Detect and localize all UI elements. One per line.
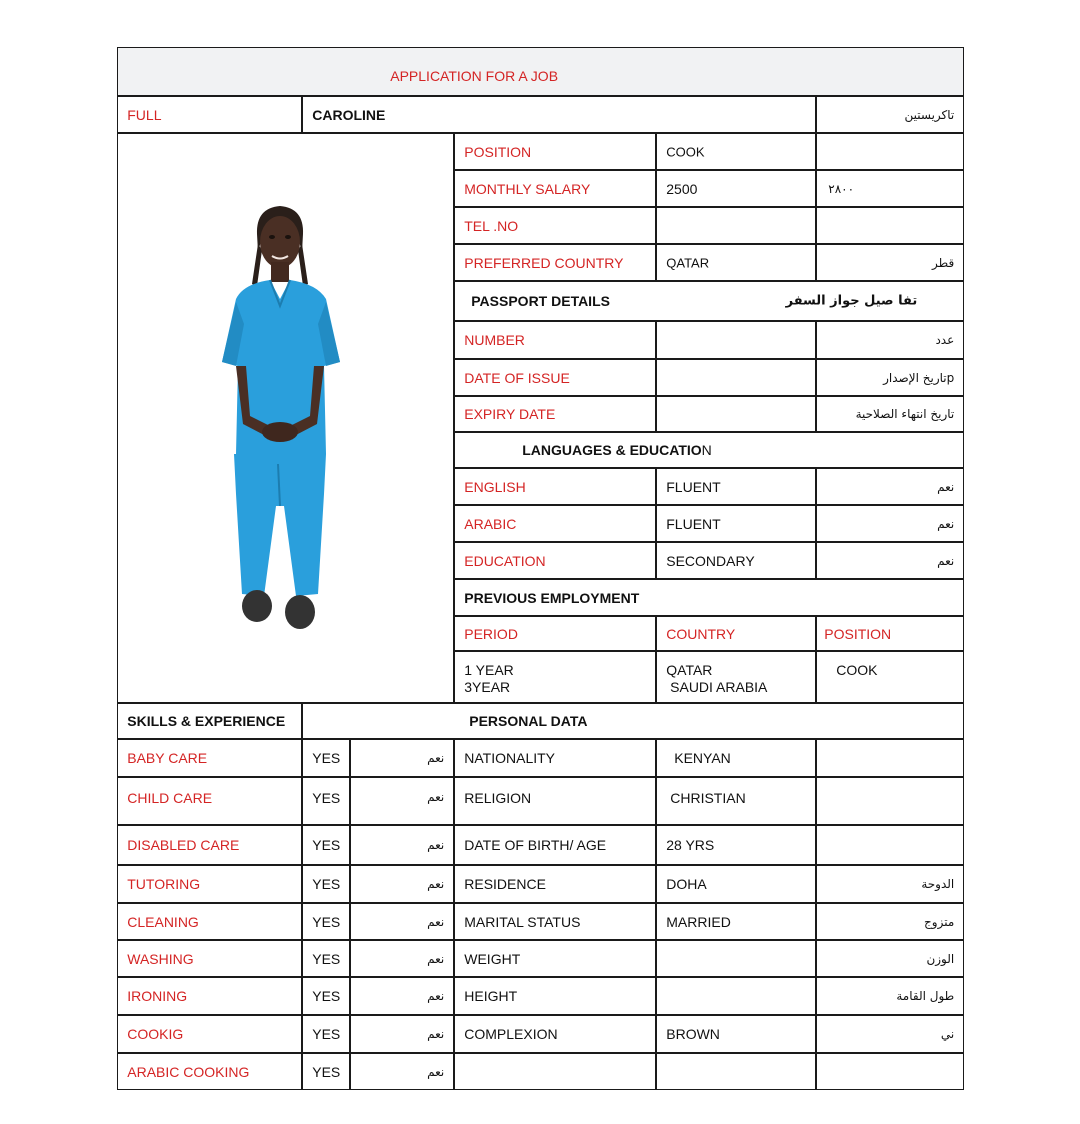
- lang-arabic-arabic: نعم: [937, 516, 955, 531]
- skill-arabic: نعم: [427, 877, 445, 892]
- issue-date-label: DATE OF ISSUE: [464, 369, 570, 386]
- skill-label-cell: [117, 865, 302, 903]
- personal-label-cell: [454, 1053, 656, 1090]
- skill-label-cell: [117, 825, 302, 865]
- personal-label: COMPLEXION: [464, 1026, 558, 1043]
- personal-arabic-cell: [816, 825, 964, 865]
- skill-label: WASHING: [127, 950, 194, 967]
- photo-cell: [117, 133, 454, 703]
- personal-heading: PERSONAL DATA: [469, 713, 588, 730]
- skill-value-cell: [302, 739, 350, 777]
- salary-arabic-cell: [816, 170, 964, 207]
- personal-arabic-cell: [816, 1053, 964, 1090]
- personal-arabic-cell: [816, 940, 964, 977]
- personal-label: DATE OF BIRTH/ AGE: [464, 837, 607, 854]
- personal-label-cell: [454, 1015, 656, 1053]
- employment-period-header-cell: [454, 616, 656, 651]
- job-application-form: [118, 48, 965, 1091]
- employment-position-cell: [816, 651, 964, 703]
- skill-label-cell: [117, 1015, 302, 1053]
- passport-heading: PASSPORT DETAILS: [471, 293, 610, 310]
- skill-label: ARABIC COOKING: [127, 1063, 250, 1080]
- lang-arabic-value-cell: [656, 505, 816, 542]
- personal-arabic-cell: [816, 865, 964, 903]
- passport-number-label: NUMBER: [464, 332, 525, 349]
- skill-label-cell: [117, 777, 302, 825]
- employment-period: 1 YEAR 3YEAR: [464, 662, 514, 696]
- skill-value-cell: [302, 865, 350, 903]
- personal-label-cell: [454, 940, 656, 977]
- personal-value: BROWN: [666, 1026, 720, 1043]
- personal-label: MARITAL STATUS: [464, 913, 581, 930]
- skill-arabic: نعم: [427, 838, 445, 853]
- employment-position-header-cell: [816, 616, 964, 651]
- skills-heading: SKILLS & EXPERIENCE: [127, 713, 286, 730]
- form-title: APPLICATION FOR A JOB: [390, 68, 559, 85]
- languages-heading-cell: [454, 432, 964, 468]
- country-value-cell: [656, 244, 816, 281]
- personal-arabic-cell: [816, 739, 964, 777]
- personal-value: CHRISTIAN: [670, 790, 746, 807]
- skill-arabic-cell: [350, 825, 454, 865]
- education-value: SECONDARY: [666, 552, 755, 569]
- tel-label: TEL .NO: [464, 217, 519, 234]
- skill-value-cell: [302, 903, 350, 940]
- personal-arabic: الدوحة: [921, 877, 955, 892]
- skill-label: BABY CARE: [127, 750, 208, 767]
- skill-arabic: نعم: [427, 1064, 445, 1079]
- skill-arabic: نعم: [427, 790, 445, 805]
- skill-arabic-cell: [350, 777, 454, 825]
- skill-arabic-cell: [350, 865, 454, 903]
- passport-number-arabic: عدد: [935, 333, 955, 348]
- salary-value-cell: [656, 170, 816, 207]
- skill-arabic-cell: [350, 1053, 454, 1090]
- personal-arabic: ني: [940, 1027, 955, 1042]
- expiry-date-value-cell: [656, 396, 816, 432]
- lang-english-arabic: نعم: [937, 479, 955, 494]
- country-label: PREFERRED COUNTRY: [464, 254, 624, 271]
- country-arabic: قطر: [932, 255, 955, 270]
- issue-date-arabic: pتاريخ الإصدار: [883, 370, 955, 385]
- personal-arabic-cell: [816, 977, 964, 1015]
- employment-country-header: COUNTRY: [666, 625, 736, 642]
- employment-heading: PREVIOUS EMPLOYMENT: [464, 589, 640, 606]
- skill-value: YES: [312, 913, 341, 930]
- passport-heading-arabic: تفا صيل جواز السفر: [785, 293, 918, 309]
- salary-arabic: ٢٨٠٠: [828, 181, 855, 196]
- passport-heading-cell: [454, 281, 964, 321]
- lang-arabic-label-cell: [454, 505, 656, 542]
- form-title-cell: [117, 47, 964, 96]
- languages-heading-bold: LANGUAGES & EDUCATIO: [522, 442, 702, 459]
- salary-label-cell: [454, 170, 656, 207]
- lang-arabic-label: ARABIC: [464, 515, 517, 532]
- personal-value-cell: [656, 1015, 816, 1053]
- full-name-label: FULL: [127, 106, 162, 123]
- country-label-cell: [454, 244, 656, 281]
- personal-arabic-cell: [816, 903, 964, 940]
- employment-position-header: POSITION: [824, 625, 892, 642]
- passport-number-arabic-cell: [816, 321, 964, 359]
- skill-value-cell: [302, 1053, 350, 1090]
- languages-heading-tail: N: [701, 442, 712, 459]
- full-name-value: CAROLINE: [312, 106, 386, 123]
- personal-value-cell: [656, 777, 816, 825]
- skill-value-cell: [302, 825, 350, 865]
- employment-period-cell: [454, 651, 656, 703]
- skill-label-cell: [117, 1053, 302, 1090]
- personal-arabic: الوزن: [926, 951, 955, 966]
- skill-arabic: نعم: [427, 914, 445, 929]
- position-arabic-cell: [816, 133, 964, 170]
- skill-label-cell: [117, 903, 302, 940]
- position-label-cell: [454, 133, 656, 170]
- skill-arabic: نعم: [427, 951, 445, 966]
- skills-heading-cell: [117, 703, 302, 739]
- skill-value: YES: [312, 837, 341, 854]
- skill-arabic: نعم: [427, 751, 445, 766]
- skill-value-cell: [302, 977, 350, 1015]
- personal-label-cell: [454, 903, 656, 940]
- issue-date-value-cell: [656, 359, 816, 396]
- personal-label: HEIGHT: [464, 988, 518, 1005]
- country-value: QATAR: [666, 255, 710, 271]
- personal-label: WEIGHT: [464, 950, 521, 967]
- education-label: EDUCATION: [464, 552, 546, 569]
- skill-label: CHILD CARE: [127, 790, 213, 807]
- issue-date-label-cell: [454, 359, 656, 396]
- salary-value: 2500: [666, 180, 698, 197]
- skill-value: YES: [312, 988, 341, 1005]
- skill-value-cell: [302, 1015, 350, 1053]
- employment-position: COOK: [836, 662, 878, 679]
- lang-english-value: FLUENT: [666, 478, 721, 495]
- tel-label-cell: [454, 207, 656, 244]
- employment-country-header-cell: [656, 616, 816, 651]
- skill-arabic-cell: [350, 1015, 454, 1053]
- skill-value: YES: [312, 876, 341, 893]
- skill-label: CLEANING: [127, 913, 199, 930]
- country-arabic-cell: [816, 244, 964, 281]
- personal-label: RESIDENCE: [464, 876, 546, 893]
- skill-value: YES: [312, 790, 341, 807]
- personal-value-cell: [656, 865, 816, 903]
- personal-value: KENYAN: [674, 750, 731, 767]
- skill-value-cell: [302, 777, 350, 825]
- personal-value-cell: [656, 977, 816, 1015]
- skill-label: COOKIG: [127, 1026, 184, 1043]
- position-label: POSITION: [464, 143, 532, 160]
- expiry-date-label: EXPIRY DATE: [464, 406, 556, 423]
- skill-label: TUTORING: [127, 876, 201, 893]
- personal-label-cell: [454, 977, 656, 1015]
- expiry-date-arabic-cell: [816, 396, 964, 432]
- skill-label-cell: [117, 739, 302, 777]
- employment-period-header: PERIOD: [464, 625, 518, 642]
- personal-arabic: طول القامة: [896, 989, 955, 1004]
- personal-value: MARRIED: [666, 913, 731, 930]
- lang-english-label-cell: [454, 468, 656, 505]
- personal-value-cell: [656, 739, 816, 777]
- skill-arabic: نعم: [427, 1027, 445, 1042]
- personal-value-cell: [656, 903, 816, 940]
- skill-value: YES: [312, 950, 341, 967]
- tel-arabic-cell: [816, 207, 964, 244]
- personal-arabic: متزوج: [924, 914, 955, 929]
- personal-arabic-cell: [816, 1015, 964, 1053]
- personal-label-cell: [454, 739, 656, 777]
- personal-label-cell: [454, 865, 656, 903]
- skill-label: DISABLED CARE: [127, 837, 240, 854]
- skill-value: YES: [312, 1063, 341, 1080]
- personal-label: NATIONALITY: [464, 750, 556, 767]
- tel-value-cell: [656, 207, 816, 244]
- skill-value: YES: [312, 1026, 341, 1043]
- personal-value: 28 YRS: [666, 837, 715, 854]
- personal-heading-cell: [302, 703, 964, 739]
- personal-label-cell: [454, 825, 656, 865]
- personal-value-cell: [656, 825, 816, 865]
- expiry-date-label-cell: [454, 396, 656, 432]
- employment-country-cell: [656, 651, 816, 703]
- skill-arabic-cell: [350, 940, 454, 977]
- education-arabic: نعم: [937, 553, 955, 568]
- skill-arabic-cell: [350, 903, 454, 940]
- lang-english-label: ENGLISH: [464, 478, 526, 495]
- employment-heading-cell: [454, 579, 964, 616]
- expiry-date-arabic: تاريخ انتهاء الصلاحية: [855, 407, 955, 422]
- full-name-value-cell: [302, 96, 816, 133]
- education-arabic-cell: [816, 542, 964, 579]
- full-name-label-cell: [117, 96, 302, 133]
- skill-label: IRONING: [127, 988, 188, 1005]
- position-value: COOK: [666, 144, 705, 160]
- languages-heading: [522, 442, 712, 458]
- lang-english-arabic-cell: [816, 468, 964, 505]
- skill-arabic-cell: [350, 977, 454, 1015]
- person-photo-icon: [118, 134, 455, 704]
- lang-arabic-value: FLUENT: [666, 515, 721, 532]
- position-value-cell: [656, 133, 816, 170]
- skill-arabic: نعم: [427, 989, 445, 1004]
- employment-country: QATAR SAUDI ARABIA: [666, 662, 768, 696]
- personal-label-cell: [454, 777, 656, 825]
- issue-date-arabic-cell: [816, 359, 964, 396]
- personal-label: RELIGION: [464, 790, 532, 807]
- skill-value: YES: [312, 750, 341, 767]
- personal-value: DOHA: [666, 876, 707, 893]
- passport-number-value-cell: [656, 321, 816, 359]
- personal-value-cell: [656, 940, 816, 977]
- passport-number-label-cell: [454, 321, 656, 359]
- lang-english-value-cell: [656, 468, 816, 505]
- salary-label: MONTHLY SALARY: [464, 180, 591, 197]
- education-value-cell: [656, 542, 816, 579]
- skill-arabic-cell: [350, 739, 454, 777]
- full-name-arabic: تاكريستين: [904, 107, 955, 122]
- skill-label-cell: [117, 977, 302, 1015]
- skill-value-cell: [302, 940, 350, 977]
- lang-arabic-arabic-cell: [816, 505, 964, 542]
- education-label-cell: [454, 542, 656, 579]
- personal-arabic-cell: [816, 777, 964, 825]
- skill-label-cell: [117, 940, 302, 977]
- full-name-arabic-cell: [816, 96, 964, 133]
- personal-value-cell: [656, 1053, 816, 1090]
